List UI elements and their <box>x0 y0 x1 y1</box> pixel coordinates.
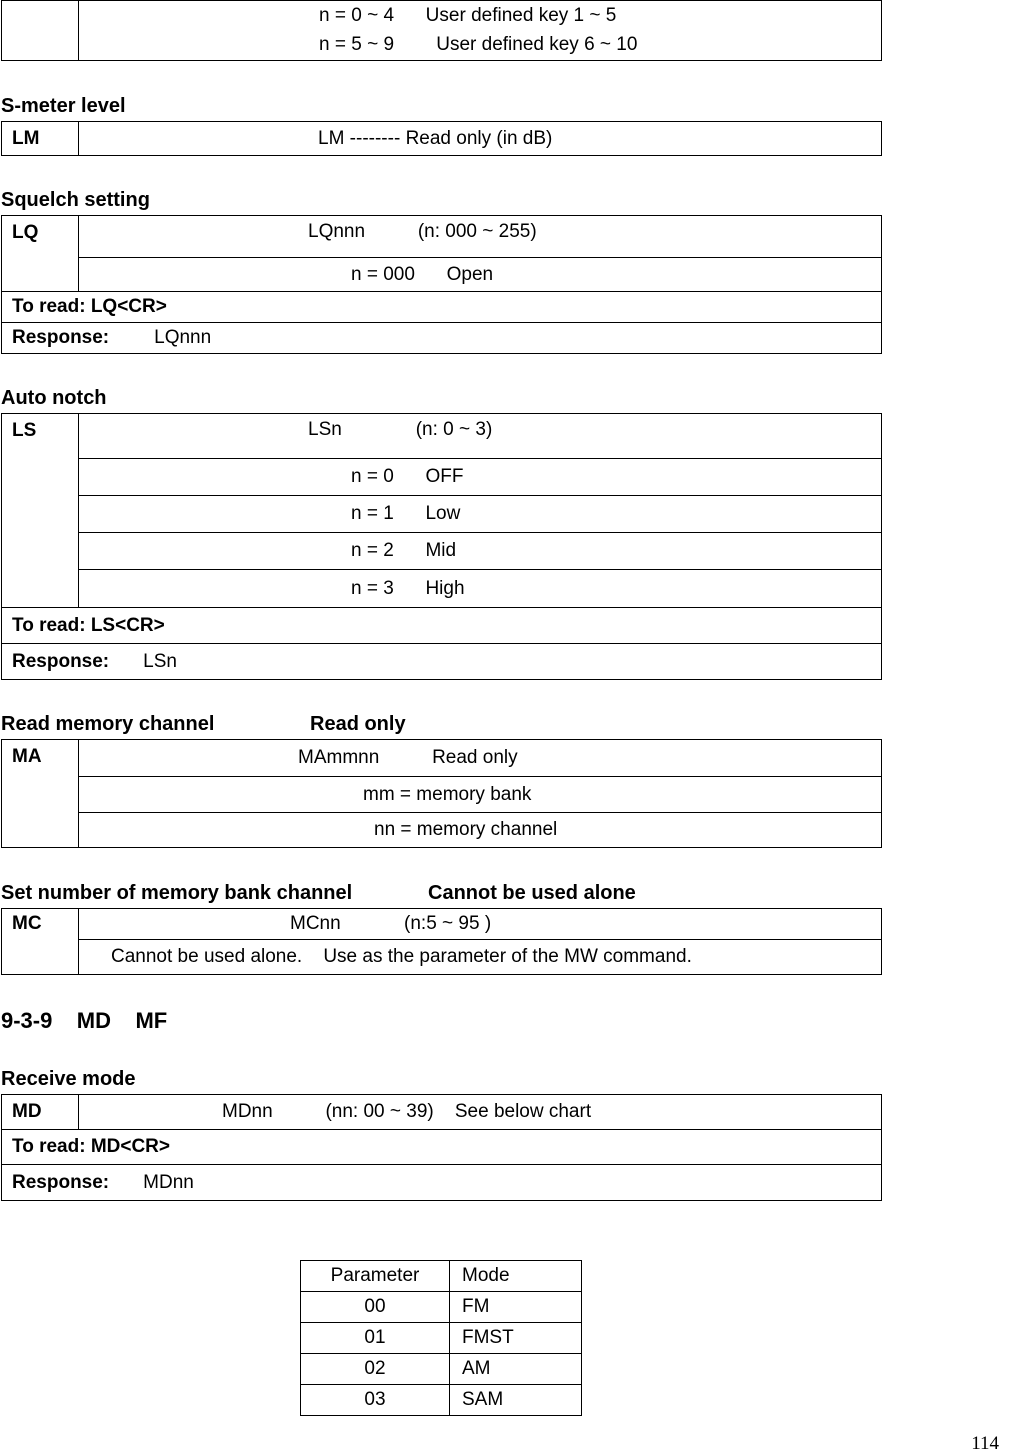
setmem-heading: Set number of memory bank channel <box>1 882 353 904</box>
user-key-table <box>1 0 882 61</box>
setmem-heading-wrap <box>1 882 636 905</box>
setmem-table <box>1 908 882 975</box>
readmem-heading-wrap <box>1 713 406 736</box>
smeter-code: LM <box>2 122 79 156</box>
setmem-row-note: Cannot be used alone. Use as the parameter of the MW command. <box>79 940 882 975</box>
squelch-format: LQnnn (n: 000 ~ 255) <box>79 216 882 258</box>
readmem-heading: Read memory channel <box>1 713 215 735</box>
user-key-code-cell <box>2 1 79 61</box>
mode-header-mode: Mode <box>450 1261 582 1292</box>
readmem-format: MAmmnn Read only <box>79 740 882 777</box>
readmem-code: MA <box>2 740 79 848</box>
receivemode-table <box>1 1094 882 1201</box>
autonotch-row-low: n = 1 Low <box>79 496 882 533</box>
squelch-table <box>1 215 882 354</box>
mode-header-parameter: Parameter <box>301 1261 450 1292</box>
receivemode-read: To read: MD<CR> <box>2 1130 882 1165</box>
readmem-heading-note: Read only <box>310 713 406 735</box>
autonotch-table <box>1 413 882 680</box>
autonotch-response <box>2 644 882 680</box>
page-number: 114 <box>971 1433 999 1454</box>
autonotch-response-label: Response: <box>12 650 110 672</box>
mode-param: 00 <box>301 1292 450 1323</box>
autonotch-response-value: LSn <box>143 650 177 672</box>
section-title: 9-3-9 MD MF <box>1 1008 168 1033</box>
mode-value: AM <box>450 1354 582 1385</box>
squelch-row-open: n = 000 Open <box>79 258 882 292</box>
user-key-row-2: n = 5 ~ 9 User defined key 6 ~ 10 <box>79 31 882 61</box>
squelch-code: LQ <box>2 216 79 292</box>
readmem-row-bank: mm = memory bank <box>79 777 882 813</box>
squelch-heading: Squelch setting <box>1 189 150 211</box>
squelch-read: To read: LQ<CR> <box>2 292 882 323</box>
autonotch-code: LS <box>2 414 79 608</box>
table-row <box>301 1323 582 1354</box>
readmem-table <box>1 739 882 848</box>
squelch-response <box>2 323 882 354</box>
mode-param: 01 <box>301 1323 450 1354</box>
mode-value: FMST <box>450 1323 582 1354</box>
squelch-response-label: Response: <box>12 327 110 348</box>
receivemode-response <box>2 1165 882 1201</box>
readmem-row-channel: nn = memory channel <box>79 813 882 848</box>
autonotch-format: LSn (n: 0 ~ 3) <box>79 414 882 459</box>
smeter-heading: S-meter level <box>1 95 126 117</box>
mode-value: FM <box>450 1292 582 1323</box>
receivemode-response-label: Response: <box>12 1171 110 1193</box>
table-row <box>301 1354 582 1385</box>
mode-param: 02 <box>301 1354 450 1385</box>
mode-param: 03 <box>301 1385 450 1416</box>
table-row <box>301 1385 582 1416</box>
squelch-response-value: LQnnn <box>154 327 212 348</box>
receivemode-response-value: MDnn <box>143 1171 194 1193</box>
receivemode-code: MD <box>2 1095 79 1130</box>
receivemode-format: MDnn (nn: 00 ~ 39) See below chart <box>79 1095 882 1130</box>
table-row <box>301 1292 582 1323</box>
autonotch-row-off: n = 0 OFF <box>79 459 882 496</box>
user-key-row-1: n = 0 ~ 4 User defined key 1 ~ 5 <box>79 1 882 31</box>
mode-table <box>300 1260 582 1416</box>
autonotch-row-mid: n = 2 Mid <box>79 533 882 570</box>
smeter-format: LM -------- Read only (in dB) <box>79 122 882 156</box>
mode-value: SAM <box>450 1385 582 1416</box>
smeter-table <box>1 121 882 156</box>
mode-table-header <box>301 1261 582 1292</box>
autonotch-read: To read: LS<CR> <box>2 608 882 644</box>
autonotch-heading: Auto notch <box>1 387 107 409</box>
receivemode-heading: Receive mode <box>1 1068 136 1090</box>
setmem-code: MC <box>2 909 79 975</box>
setmem-format: MCnn (n:5 ~ 95 ) <box>79 909 882 940</box>
autonotch-row-high: n = 3 High <box>79 570 882 608</box>
setmem-heading-note: Cannot be used alone <box>428 882 636 904</box>
